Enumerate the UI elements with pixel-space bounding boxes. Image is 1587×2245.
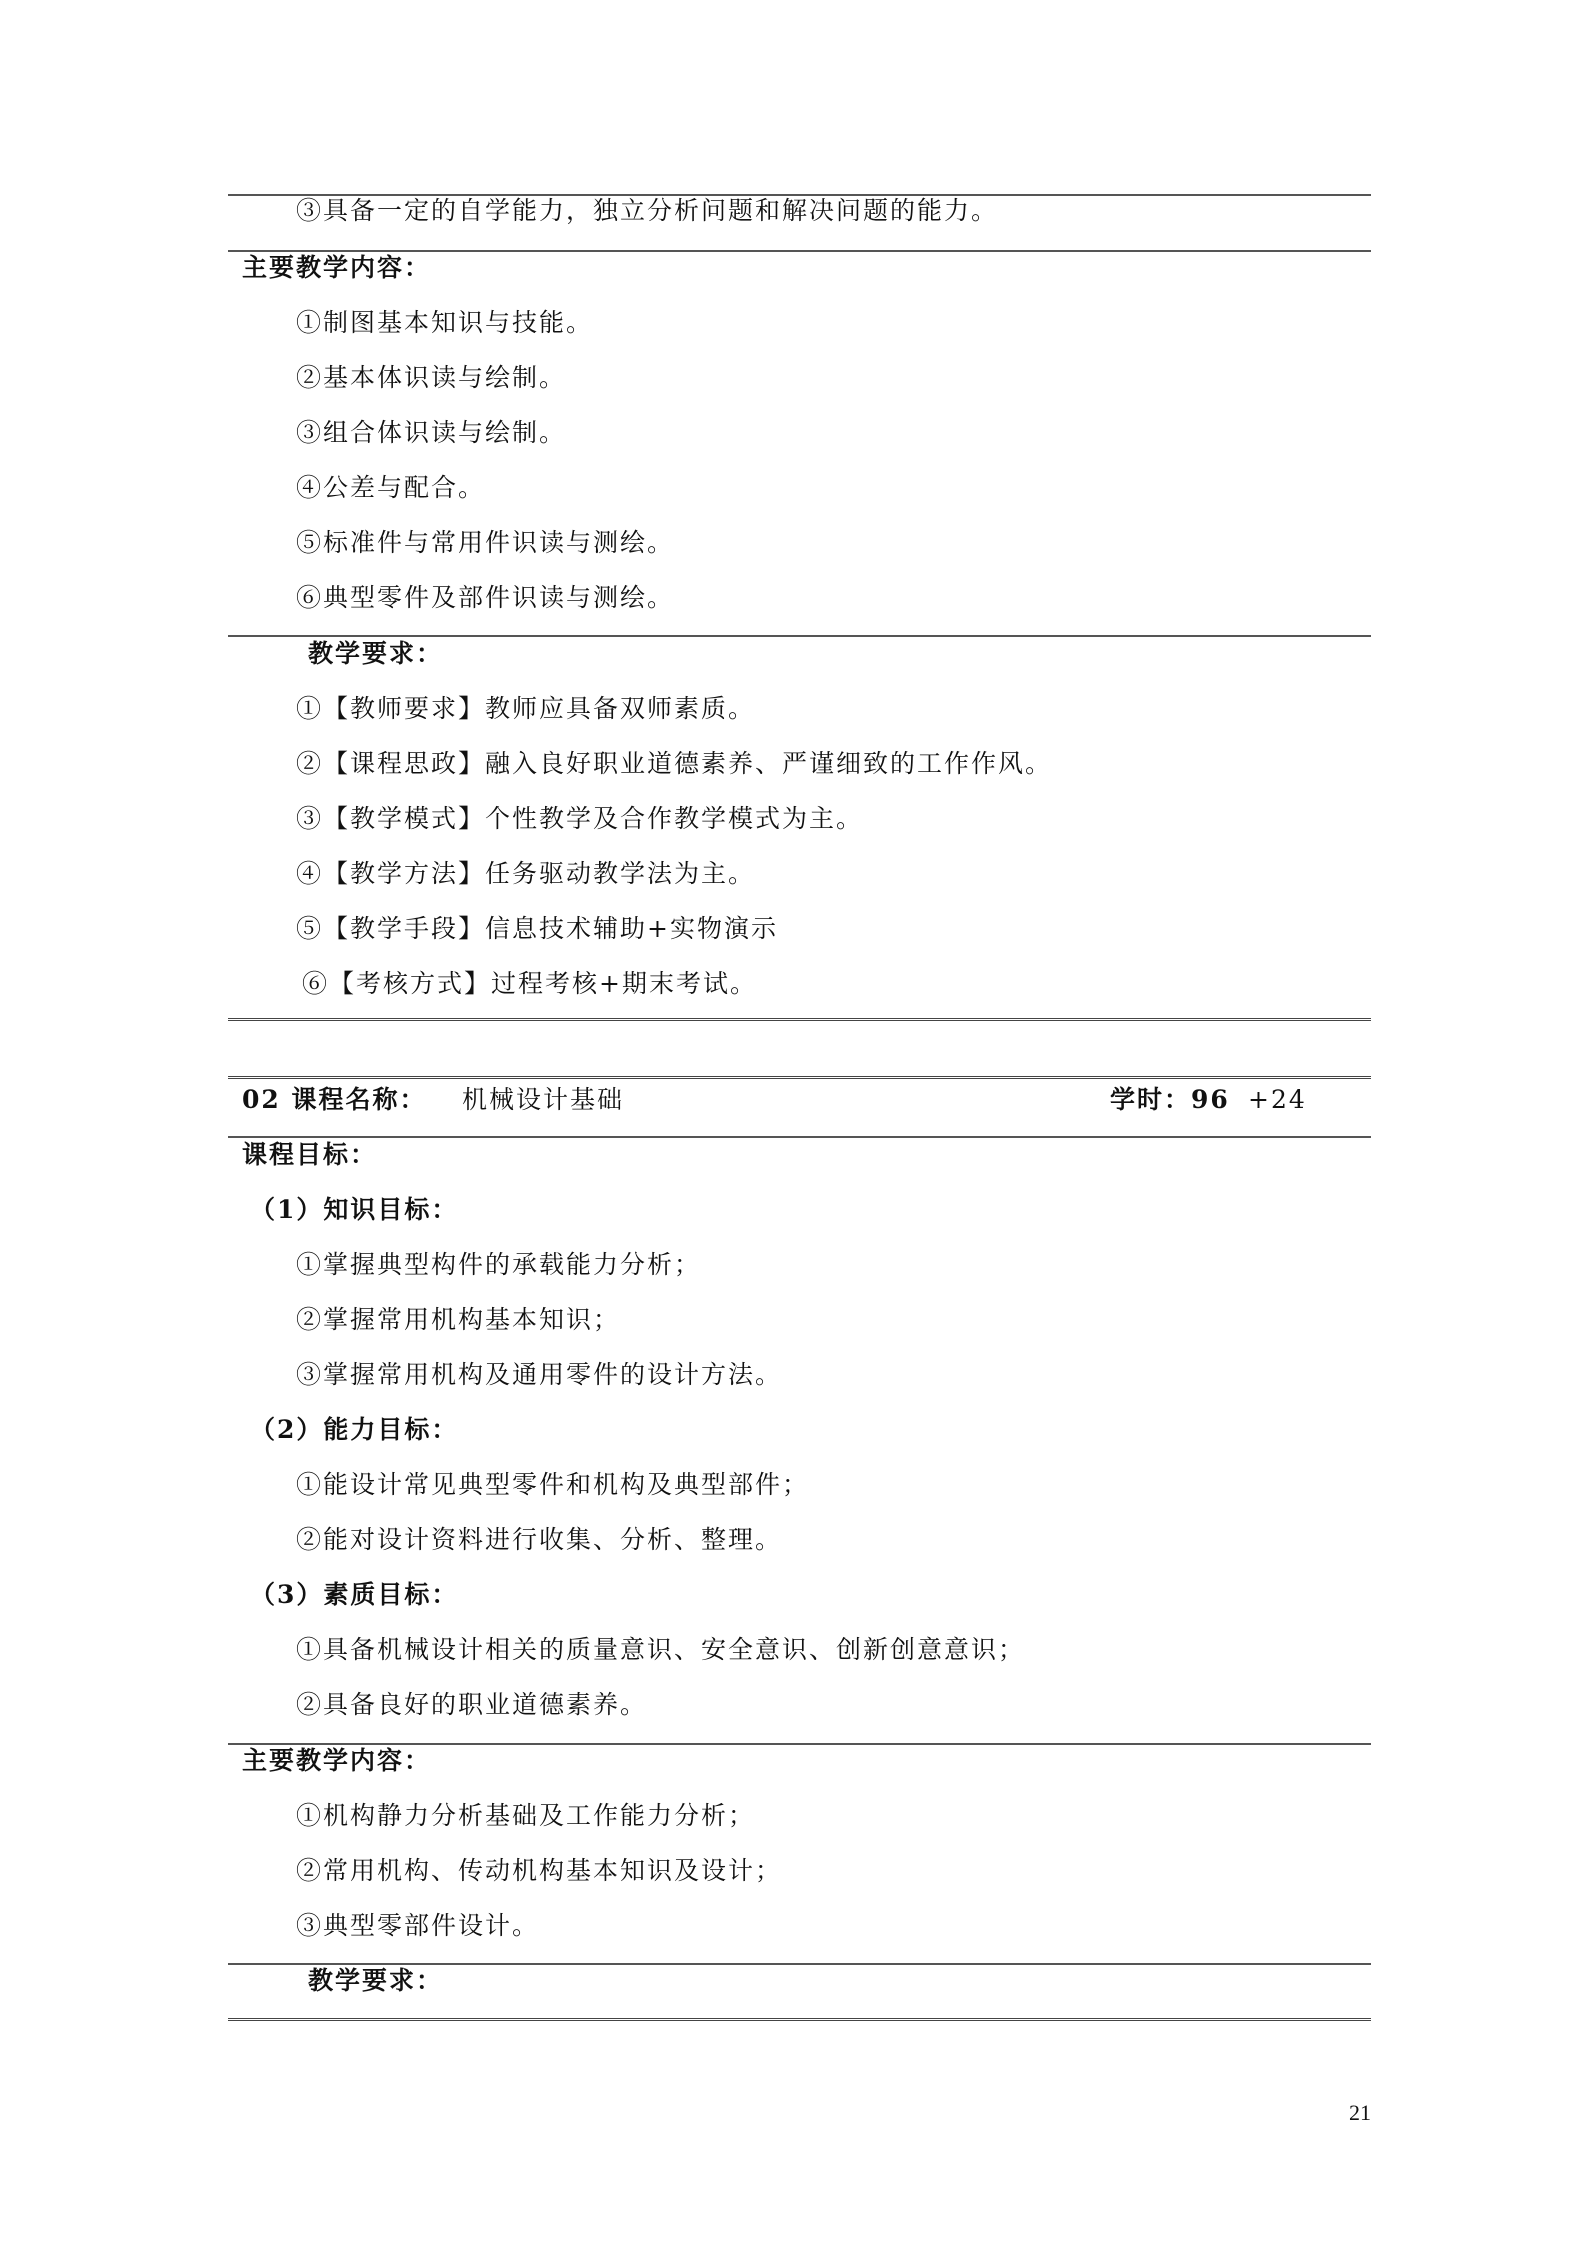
content-item: ③典型零部件设计。: [296, 1911, 540, 1940]
ability-item: ②能对设计资料进行收集、分析、整理。: [296, 1525, 783, 1554]
ability-heading: （2）能力目标：: [250, 1415, 459, 1444]
course-label: 02 课程名称：: [242, 1085, 427, 1114]
rule-section-end: [228, 1018, 1371, 1024]
course-hours: 学时：96: [1110, 1085, 1230, 1114]
content-item: ⑤标准件与常用件识读与测绘。: [296, 528, 675, 557]
requirement-item: ③【教学模式】个性教学及合作教学模式为主。: [296, 804, 864, 833]
content-item: ②常用机构、传动机构基本知识及设计；: [296, 1856, 783, 1885]
content-heading: 主要教学内容：: [242, 1746, 432, 1775]
goals-heading: 课程目标：: [242, 1140, 378, 1169]
rule-section-end: [228, 2018, 1371, 2024]
content-item: ③组合体识读与绘制。: [296, 418, 567, 447]
content-item: ①机构静力分析基础及工作能力分析；: [296, 1801, 756, 1830]
requirement-item: ⑤【教学手段】信息技术辅助+实物演示: [296, 914, 778, 943]
ability-item: ①能设计常见典型零件和机构及典型部件；: [296, 1470, 810, 1499]
requirement-item: ④【教学方法】任务驱动教学法为主。: [296, 859, 756, 888]
course-hours-extra: +24: [1248, 1085, 1307, 1114]
content-item: ④公差与配合。: [296, 473, 486, 502]
ability-item-3: ③具备一定的自学能力，独立分析问题和解决问题的能力。: [296, 196, 999, 225]
rule: [228, 1963, 1371, 1965]
content-item: ①制图基本知识与技能。: [296, 308, 594, 337]
requirements-heading: 教学要求：: [308, 1966, 444, 1995]
content-item: ②基本体识读与绘制。: [296, 363, 567, 392]
requirement-item: ①【教师要求】教师应具备双师素质。: [296, 694, 756, 723]
knowledge-item: ②掌握常用机构基本知识；: [296, 1305, 621, 1334]
quality-heading: （3）素质目标：: [250, 1580, 459, 1609]
rule: [228, 635, 1371, 637]
knowledge-item: ③掌握常用机构及通用零件的设计方法。: [296, 1360, 783, 1389]
rule-course-start: [228, 1076, 1371, 1082]
knowledge-item: ①掌握典型构件的承载能力分析；: [296, 1250, 702, 1279]
rule: [228, 1743, 1371, 1745]
requirements-heading: 教学要求：: [308, 639, 444, 668]
content-item: ⑥典型零件及部件识读与测绘。: [296, 583, 675, 612]
quality-item: ①具备机械设计相关的质量意识、安全意识、创新创意意识；: [296, 1635, 1026, 1664]
content-heading: 主要教学内容：: [242, 253, 432, 282]
requirement-item: ⑥【考核方式】过程考核+期末考试。: [302, 969, 757, 998]
rule: [228, 1136, 1371, 1138]
page-number: 21: [1349, 2100, 1371, 2125]
quality-item: ②具备良好的职业道德素养。: [296, 1690, 648, 1719]
requirement-item: ②【课程思政】融入良好职业道德素养、严谨细致的工作作风。: [296, 749, 1053, 778]
knowledge-heading: （1）知识目标：: [250, 1195, 459, 1224]
course-name: 机械设计基础: [462, 1085, 625, 1114]
rule: [228, 250, 1371, 252]
